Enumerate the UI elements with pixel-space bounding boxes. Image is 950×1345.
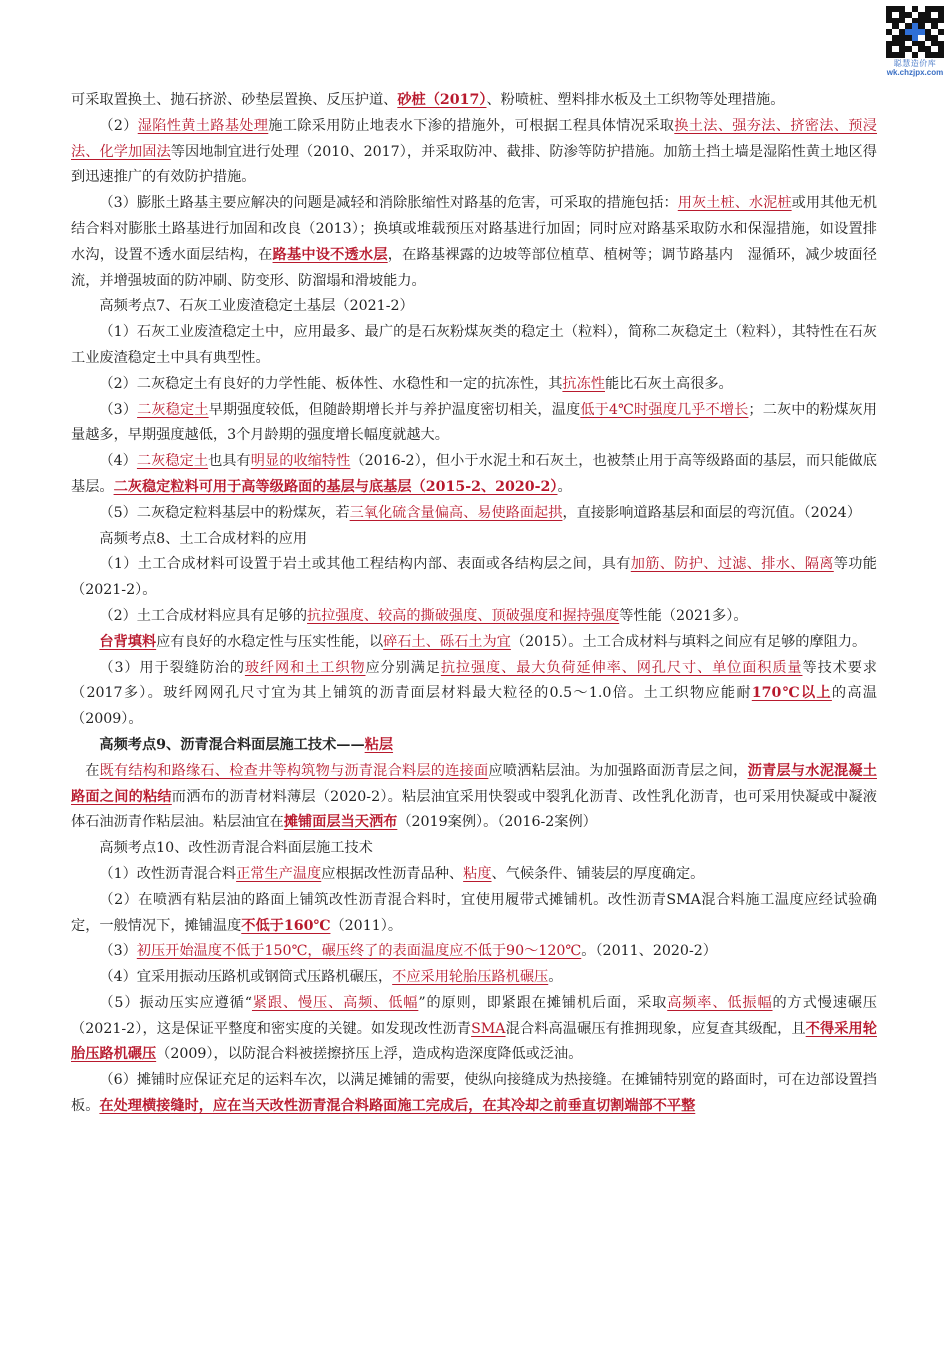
text: （2）二灰稳定土有良好的力学性能、板体性、水稳性和一定的抗冻性，其	[99, 375, 563, 392]
highlight: 加筋、防护、过滤、排水、隔离	[630, 556, 834, 573]
text: ；二灰中的粉煤灰用量越多，早期强度越低，3个月龄期的强度增长幅度就越大。	[71, 401, 877, 444]
highlight: 砂桩（2017）	[397, 92, 487, 108]
section-heading-10: 高频考点10、改性沥青混合料面层施工技术	[99, 840, 373, 857]
text: 等因地制宜进行处理（2010、2017），并采取防冲、截排、防渗等防护措施。加筋土挡土墙是湿陷性黄土地区得到迅速推广的有效防护措施。	[71, 143, 877, 186]
highlight: 在处理横接缝时，应在当天改性沥青混合料路面施工完成后，在其冷却之前垂直切割端部不平整	[99, 1098, 696, 1115]
text: （2015）。土工合成材料与填料之间应有足够的摩阻力。	[510, 633, 867, 650]
text: （4）宜采用振动压路机或钢筒式压路机碾压，	[99, 969, 393, 986]
text: （2）在喷洒有粘层油的路面上铺筑改性沥青混合料时，宜使用履带式摊铺机。改性沥青SMA混合料施工温度应经试验确定，一般情况下，摊铺温度	[71, 891, 877, 934]
text: ，直接影响道路基层和面层的弯沉值。（2024）	[562, 504, 862, 521]
text: 施工除采用防止地表水下渗的措施外，可根据工程具体情况采取	[268, 117, 675, 134]
highlight: 二灰稳定粒料可用于高等级路面的基层与底基层（2015-2、2020-2）	[113, 478, 558, 495]
text: （2）土工合成材料应具有足够的	[99, 607, 308, 624]
highlight: 明显的收缩特性	[250, 453, 351, 470]
text: （5）振动压实应遵循“	[99, 994, 252, 1011]
text: 。（2011、2020-2）	[581, 943, 717, 960]
highlight: 用灰土桩、水泥桩	[677, 195, 792, 212]
paragraph	[71, 630, 877, 656]
highlight: 碎石土、砾石土为宜	[383, 633, 511, 650]
paragraph	[71, 88, 877, 114]
text: （1）改性沥青混合料	[99, 865, 237, 882]
text: 高频考点9、沥青混合料面层施工技术——	[99, 736, 365, 753]
highlight: 粘层	[364, 736, 394, 753]
highlight: 粘度	[463, 865, 492, 882]
text: 应分别满足	[365, 659, 441, 676]
text: 的高温（2009）。	[71, 685, 877, 728]
text: 应根据改性沥青品种、	[321, 865, 464, 882]
paragraph: （1）石灰工业废渣稳定土中，应用最多、最广的是石灰粉煤灰类的稳定土（粒料），简称二灰稳定土（粒料），其特性在石灰工业废渣稳定土中具有典型性。	[71, 324, 877, 366]
highlight: 低于4℃时强度几乎不增长	[580, 401, 749, 418]
highlight: SMA	[471, 1020, 506, 1037]
highlight: 摊铺面层当天洒布	[283, 814, 398, 831]
paragraph	[71, 501, 877, 527]
text: 、气候条件、铺装层的厚度确定。	[491, 865, 705, 882]
text: 也具有	[208, 453, 251, 470]
highlight: 三氧化硫含量偏高、易使路面起拱	[349, 504, 563, 521]
highlight: 不低于160℃	[241, 917, 331, 934]
text: 、粉喷桩、塑料排水板及土工织物等处理措施。	[486, 92, 785, 108]
text: （4）	[99, 453, 137, 470]
text: （3）膨胀土路基主要应解决的问题是减轻和消除胀缩性对路基的危害，可采取的措施包括：	[99, 195, 678, 212]
text: （3）用于裂缝防治的	[99, 659, 245, 676]
text: （2011）。	[330, 917, 403, 934]
highlight: 初压开始温度不低于150℃，碾压终了的表面温度应不低于90～120℃	[136, 943, 582, 960]
paragraph	[71, 552, 877, 604]
text: 应有良好的水稳定性与压实性能，以	[156, 633, 384, 650]
text: ”的原则，即紧跟在摊铺机后面，采取	[418, 994, 668, 1011]
text: 而洒布的沥青材料薄层（2020-2）。粘层油宜采用快裂或中裂乳化沥青、改性乳化沥青，也可采用快凝或中凝液体石油沥青作粘层油。粘层油宜在	[71, 788, 877, 831]
text: （5）二灰稳定粒料基层中的粉煤灰，若	[99, 504, 350, 521]
text: 可采取置换土、抛石挤淤、砂垫层置换、反压护道、	[71, 92, 398, 108]
qr-caption: 聪慧造价库	[893, 59, 937, 68]
text: 的方式慢速碾压（2021-2），这是保证平整度和密实度的关键。如发现改性沥青	[71, 994, 877, 1037]
text: 应喷洒粘层油。为加强路面沥青层之间，	[488, 762, 748, 779]
highlight: 湿陷性黄土路基处理	[137, 117, 269, 134]
text: 在	[85, 762, 100, 779]
qr-url[interactable]: wk.chzjpx.com	[886, 68, 944, 77]
section-heading-8: 高频考点8、土工合成材料的应用	[99, 530, 308, 547]
paragraph	[71, 759, 877, 836]
text: 早期强度较低，但随龄期增长并与养护温度密切相关，温度	[208, 401, 581, 418]
section-heading-7: 高频考点7、石灰工业废渣稳定土基层（2021-2）	[99, 298, 414, 315]
text: 等功能（2021-2）。	[71, 556, 877, 599]
paragraph	[71, 991, 877, 1068]
paragraph	[71, 114, 877, 191]
text: 。	[557, 478, 572, 495]
text: （1）土工合成材料可设置于岩土或其他工程结构内部、表面或各结构层之间，具有	[99, 556, 631, 573]
section-heading-9	[71, 733, 877, 759]
text: （3）	[99, 943, 137, 960]
highlight: 抗拉强度、最大负荷延伸率、网孔尺寸、单位面积质量	[440, 659, 803, 676]
text: 混合料高温碾压有推拥现象，应复查其级配，且	[505, 1020, 806, 1037]
highlight: 路基中设不透水层	[272, 246, 388, 263]
text: 。	[548, 969, 563, 986]
highlight: 不得采用轮胎压路机碾压	[71, 1020, 877, 1063]
highlight: 二灰稳定土	[136, 453, 209, 470]
paragraph	[71, 965, 877, 991]
text: 等性能（2021多）。	[619, 607, 748, 624]
highlight: 正常生产温度	[236, 865, 322, 882]
paragraph	[71, 888, 877, 940]
highlight: 170℃以上	[751, 685, 832, 702]
paragraph	[71, 604, 877, 630]
text: （3）	[99, 401, 138, 418]
paragraph	[71, 191, 877, 294]
paragraph	[71, 372, 877, 398]
highlight: 高频率、低振幅	[667, 994, 773, 1011]
paragraph	[71, 939, 877, 965]
paragraph	[71, 862, 877, 888]
qr-code	[886, 6, 944, 58]
text: ，在路基裸露的边坡等部位植草、植树等；调节路基内 湿循环，减少坡面径流，并增强坡面的防冲刷、防变形、防溜塌和滑坡能力。	[71, 246, 877, 289]
text: （2019案例）。（2016-2案例）	[397, 814, 597, 831]
paragraph	[71, 398, 877, 450]
text: （6）摊铺时应保证充足的运料车次，以满足摊铺的需要，使纵向接缝成为热接缝。在摊铺特别宽的路面时，可在边部设置挡板。	[71, 1072, 877, 1115]
highlight: 换土法、强夯法、挤密法、预浸法、化学加固法	[71, 117, 877, 160]
highlight: 既有结构和路缘石、检查井等构筑物与沥青混合料层的连接面	[99, 762, 489, 779]
paragraph	[71, 1068, 877, 1120]
highlight: 玻纤网和土工织物	[244, 659, 366, 676]
text: 能比石灰土高很多。	[605, 375, 733, 392]
highlight: 不应采用轮胎压路机碾压	[392, 969, 549, 986]
text: （2016-2），但小于水泥土和石灰土，也被禁止用于高等级路面的基层，而只能做底基层。	[71, 453, 877, 495]
document-body	[71, 88, 877, 1120]
highlight: 紧跟、慢压、高频、低幅	[251, 994, 419, 1011]
paragraph	[71, 449, 877, 501]
text: （2）	[99, 117, 138, 134]
text: 或用其他无机结合料对膨胀土路基进行加固和改良（2013）；换填或堆载预压对路基进行加固；同时应对路基采取防水和保湿措施，如设置排水沟，设置不透水面层结构，在	[71, 195, 877, 263]
text: 等技术要求（2017多）。玻纤网网孔尺寸宜为其上铺筑的沥青面层材料最大粒径的0.5～1.0倍。土工织物应能耐	[71, 659, 877, 702]
highlight: 抗拉强度、较高的撕破强度、顶破强度和握持强度	[307, 607, 620, 624]
highlight: 台背填料	[99, 633, 157, 650]
highlight: 沥青层与水泥混凝土路面之间的粘结	[71, 762, 877, 805]
paragraph	[71, 656, 877, 733]
highlight: 抗冻性	[562, 375, 605, 392]
text: （2009），以防混合料被搓擦挤压上浮，造成构造深度降低或泛油。	[156, 1046, 583, 1063]
highlight: 二灰稳定土	[137, 401, 209, 418]
